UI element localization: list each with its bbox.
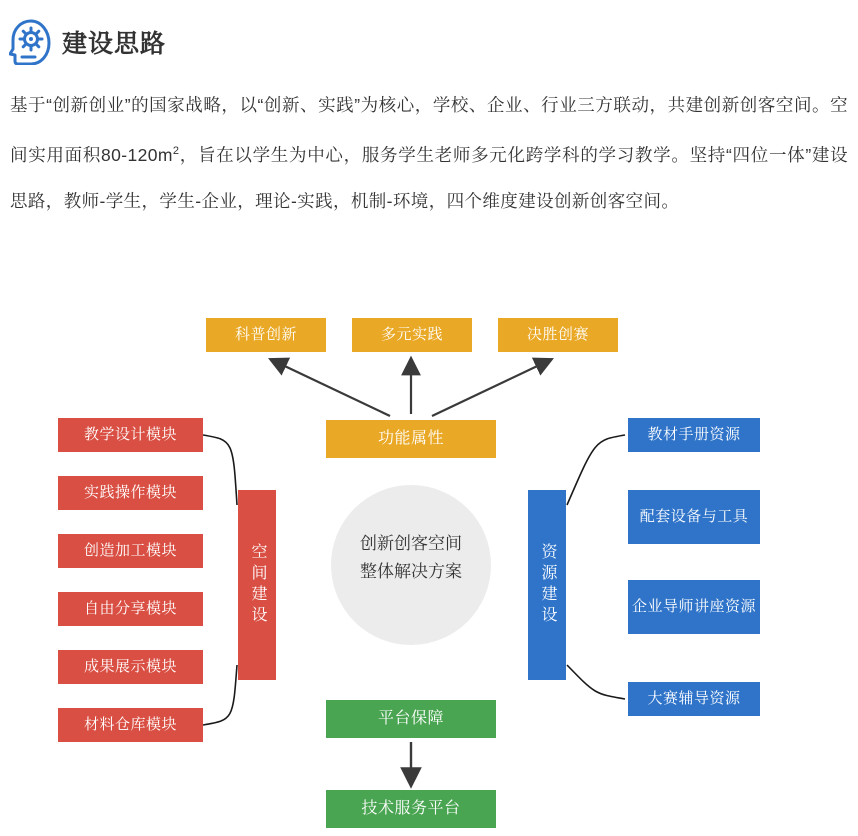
node-qiye-daoshi-jiangzuo-ziyuan[interactable]: 企业导师讲座资源 [628,580,760,634]
page-title: 建设思路 [62,30,167,58]
node-ziyuan-jianshe[interactable]: 资源建设 [528,490,566,680]
node-duoyuan-shijian[interactable]: 多元实践 [352,318,472,352]
node-peitao-shebei-gongju[interactable]: 配套设备与工具 [628,490,760,544]
head-gear-icon [8,18,52,66]
intro-superscript: 2 [172,145,180,157]
center-label [331,530,491,586]
node-chuangzao-jiagong-mokuai[interactable]: 创造加工模块 [58,534,203,568]
node-chengguo-zhanshi-mokuai[interactable]: 成果展示模块 [58,650,203,684]
center-label-line1: 创新创客空间 [360,534,462,553]
node-gongneng-shuxing[interactable]: 功能属性 [326,420,496,458]
node-ziyou-fenxiang-mokuai[interactable]: 自由分享模块 [58,592,203,626]
center-label-line2: 整体解决方案 [360,562,462,581]
solution-diagram [0,290,858,836]
node-kepu-chuangxin[interactable]: 科普创新 [206,318,326,352]
section-header [0,14,858,70]
node-jishu-fuwu-pingtai[interactable]: 技术服务平台 [326,790,496,828]
node-pingtai-baozhang[interactable]: 平台保障 [326,700,496,738]
node-cailiao-cangku-mokuai[interactable]: 材料仓库模块 [58,708,203,742]
intro-text-part1: 基于“创新创业”的国家战略，以“创新、实践”为核心，学校、企业、行业三方联动，共建创新创客空间。空间实用面积80-120m [10,95,848,165]
node-shijian-caozuo-mokuai[interactable]: 实践操作模块 [58,476,203,510]
intro-text-part2: ，旨在以学生为中心，服务学生老师多元化跨学科的学习教学。坚持“四位一体”建设思路，教师-学生，学生-企业，理论-实践，机制-环境，四个维度建设创新创客空间。 [10,144,849,211]
node-kongjian-jianshe[interactable]: 空间建设 [238,490,276,680]
intro-paragraph [10,82,848,224]
node-juesheng-chuangsai[interactable]: 决胜创赛 [498,318,618,352]
node-jiaoxue-sheji-mokuai[interactable]: 教学设计模块 [58,418,203,452]
node-jiaocai-shouce-ziyuan[interactable]: 教材手册资源 [628,418,760,452]
node-dasai-fudao-ziyuan[interactable]: 大赛辅导资源 [628,682,760,716]
